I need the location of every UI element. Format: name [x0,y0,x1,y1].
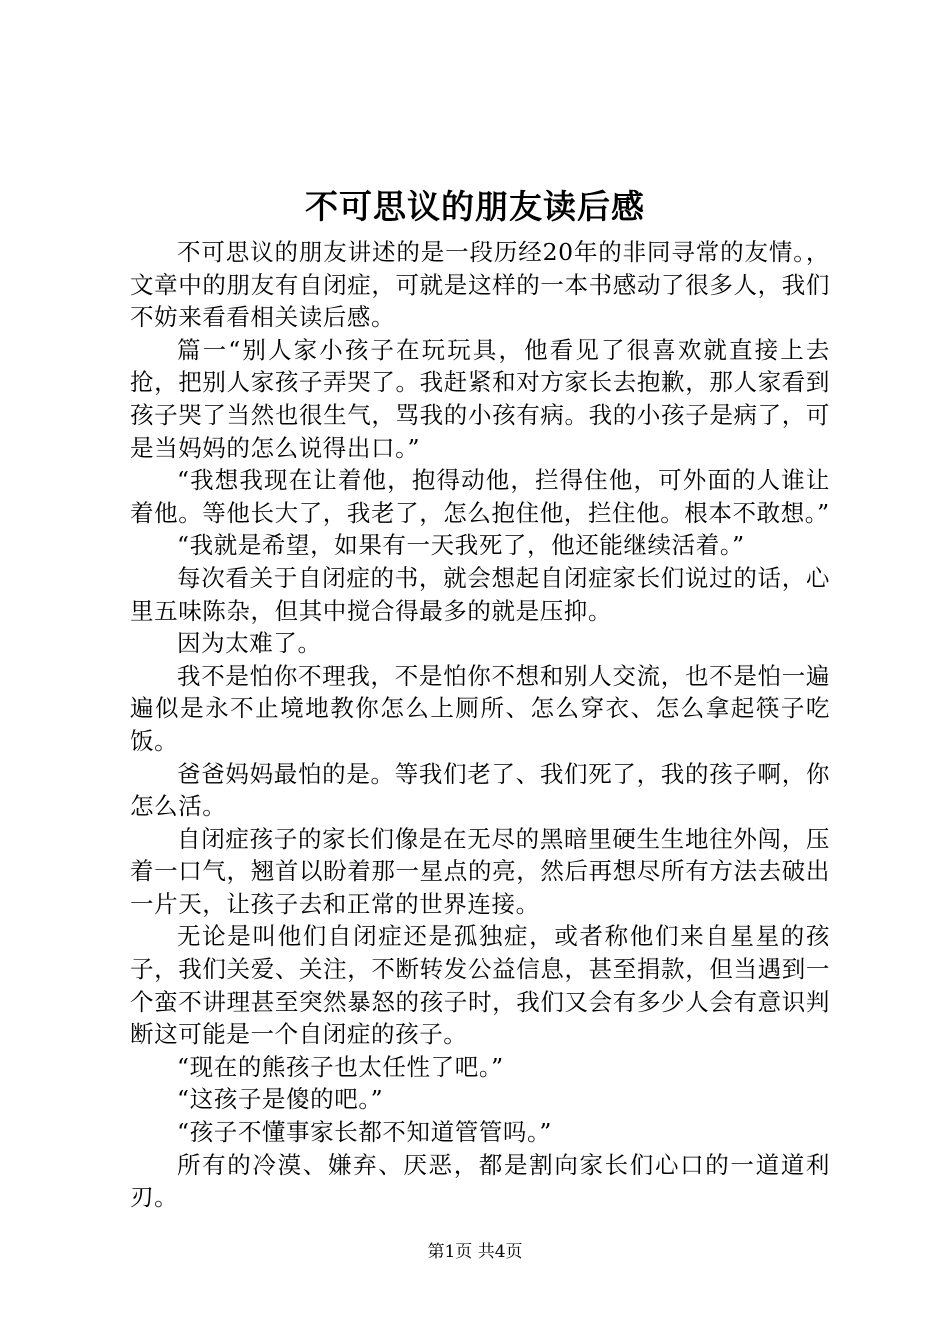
paragraph-not-afraid: 我不是怕你不理我，不是怕你不想和别人交流，也不是怕一遍遍似是永不止境地教你怎么上厕所、怎么穿衣、怎么拿起筷子吃饭。 [130,661,830,755]
paragraph-darkness: 自闭症孩子的家长们像是在无尽的黑暗里硬生生地往外闯，压着一口气，翘首以盼着那一星点的亮，然后再想尽所有方法去破出一片天，让孩子去和正常的世界连接。 [130,824,830,918]
paragraph-quote-hope: “我就是希望，如果有一天我死了，他还能继续活着。” [177,531,745,560]
paragraph-blades: 所有的冷漠、嫌弃、厌恶，都是割向家长们心口的一道道利刃。 [130,1150,830,1212]
paragraph-reading-feelings: 每次看关于自闭症的书，就会想起自闭症家长们说过的话，心里五味陈杂，但其中搅合得最多的就是压抑。 [130,563,830,625]
paragraph-quote-let-him: “我想我现在让着他，抱得动他，拦得住他，可外面的人谁让着他。等他长大了，我老了，怎么抱住他，拦住他。根本不敢想。” [130,466,830,527]
paragraph-too-hard: 因为太难了。 [177,629,322,658]
paragraph-intro: 不可思议的朋友讲述的是一段历经20年的非同寻常的友情。，文章中的朋友有自闭症，可就是这样的一本书感动了很多人，我们不妨来看看相关读后感。 [130,238,830,332]
paragraph-quote-silly: “这孩子是傻的吧。” [177,1085,384,1114]
paragraph-quote-willful: “现在的熊孩子也太任性了吧。” [177,1052,504,1081]
paragraph-part-one: 篇一“别人家小孩子在玩玩具，他看见了很喜欢就直接上去抢，把别人家孩子弄哭了。我赶紧和对方家长去抱歉，那人家看到孩子哭了当然也很生气，骂我的小孩有病。我的小孩子是病了，可是当妈妈的怎么说得出口。” [130,335,830,462]
paragraph-parents-fear: 爸爸妈妈最怕的是。等我们老了、我们死了，我的孩子啊，你怎么活。 [130,759,830,821]
page-number: 第1页 共4页 [427,1242,523,1262]
page-title: 不可思议的朋友读后感 [305,187,645,226]
paragraph-quote-parents: “孩子不懂事家长都不知道管管吗。” [177,1118,552,1147]
document-body [130,236,830,1214]
paragraph-awareness: 无论是叫他们自闭症还是孤独症，或者称他们来自星星的孩子，我们关爱、关注，不断转发公益信息，甚至捐款，但当遇到一个蛮不讲理甚至突然暴怒的孩子时，我们又会有多少人会有意识判断这可能是一个自闭症的孩子。 [130,922,830,1049]
